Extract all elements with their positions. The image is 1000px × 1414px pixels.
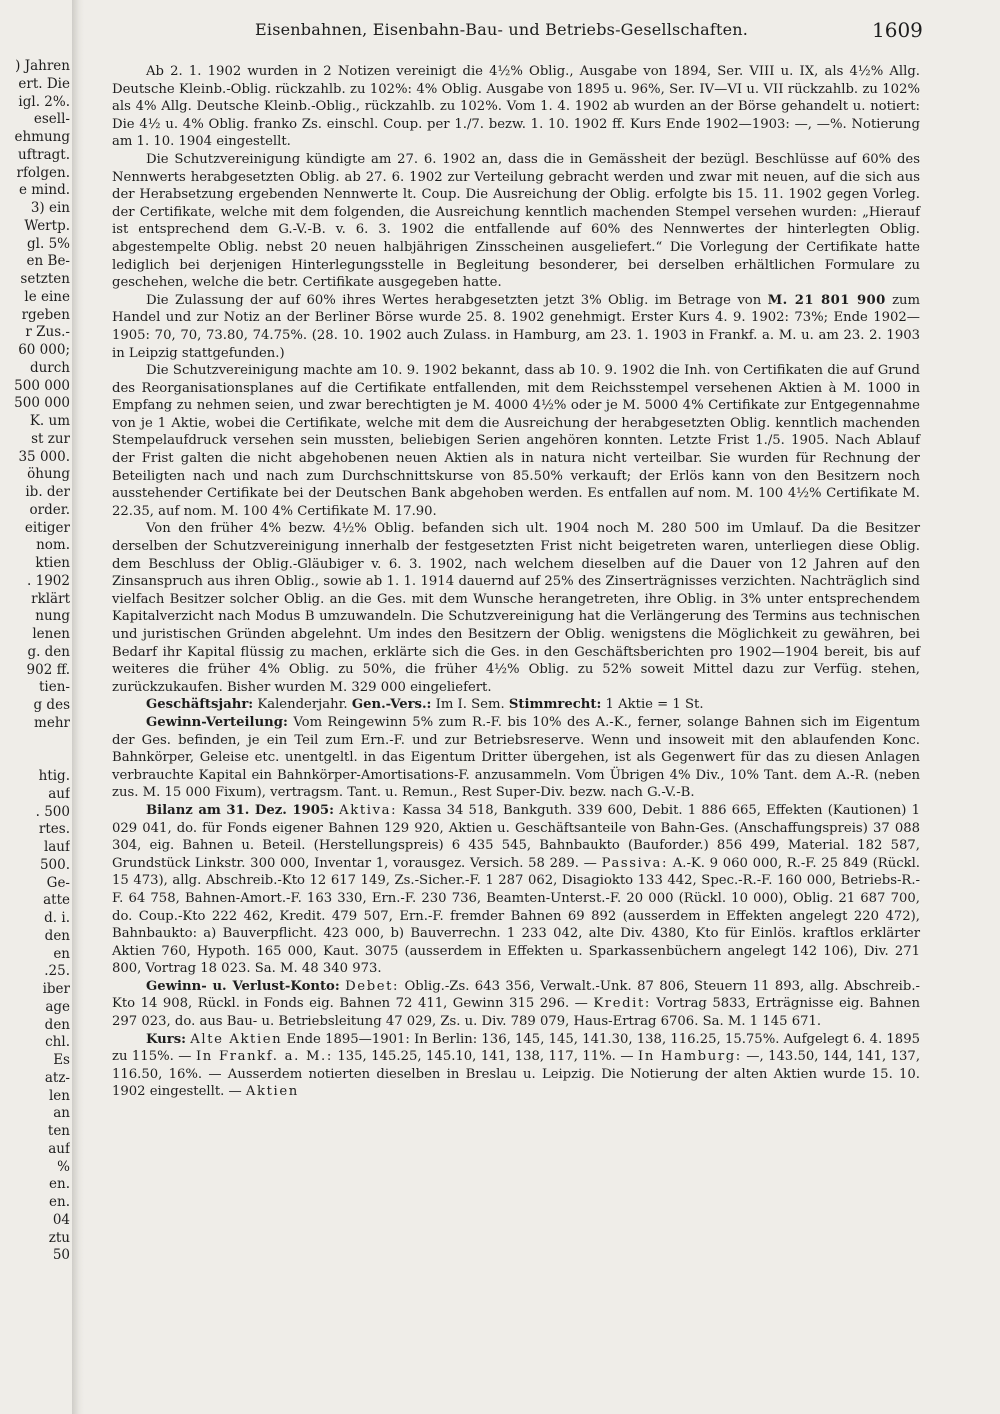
bilanz-label: Bilanz am 31. Dez. 1905: — [146, 802, 334, 818]
guv-debet-label: Debet: — [345, 978, 400, 994]
left-fragment-line: atte — [43, 892, 70, 909]
genvers-label: Gen.-Vers.: — [351, 697, 432, 713]
left-fragment-line — [0, 733, 70, 751]
left-fragment-line: nung — [35, 608, 70, 625]
kurs-label: Kurs: — [146, 1031, 187, 1047]
left-fragment-line: tien- — [39, 679, 70, 696]
left-fragment-line: 50 — [52, 1247, 70, 1264]
paragraph-bilanz — [112, 802, 920, 978]
left-fragment-line: an — [53, 1105, 70, 1122]
left-fragment-line: 04 — [52, 1211, 70, 1228]
guv-label: Gewinn- u. Verlust-Konto: — [146, 978, 340, 994]
paragraph-umlauf: Von den früher 4% bezw. 4½% Oblig. befanden sich ult. 1904 noch M. 280 500 im Umlauf. Da die Besitzer derselben der Schutzvereinigung innerhalb der festgesetzten Frist nicht beigetreten waren, unterliegen diese Oblig. dem Beschluss der Oblig.-Gläubiger v. 6. 3. 1902, nach welchem dieselben auf die Dauer von 12 Jahren auf den Zinsanspruch aus ihren Oblig., sowie ab 1. 1. 1914 dauernd auf 25% des Zinserträgnisses verzichten. Nachträglich sind vielfach Besitzer solcher Oblig. an die Ges. mit dem Wunsche herangetreten, ihre Oblig. in 3% unter entsprechendem Kapitalverzicht nach Modus B umzuwandeln. Die Schutzvereinigung hat die Verlängerung des Termins aus technischen und juristischen Gründen abgelehnt. Um indes den Besitzern der Oblig. wenigstens die Möglichkeit zu gewähren, bei Bedarf ihr Kapital flüssig zu machen, erklärte sich die Ges. in den Geschäftsberichten pro 1902—1904 bereit, bis auf weiteres die früher 4% Oblig. zu 50%, die früher 4½% Oblig. zu 52% soweit Mittel dazu zur Verfüg. stehen, zurückzukaufen. Bisher wurden M. 329 000 eingeliefert. — [112, 521, 920, 695]
zulassung-intro: Die Zulassung der auf 60% ihres Wertes herabgesetzten jetzt 3% Oblig. im Betrage von — [146, 292, 762, 308]
left-fragment-line: ib. der — [25, 484, 70, 500]
left-page-fragments — [0, 58, 70, 1265]
left-fragment-line: Ge- — [46, 874, 70, 891]
left-fragment-line: 500 000 — [14, 395, 70, 412]
left-fragment-line: en. — [49, 1194, 70, 1210]
left-fragment-line: mehr — [34, 714, 70, 731]
left-fragment-line: lauf — [43, 839, 70, 855]
kurs-frankfurt-label: In Frankf. a. M.: — [195, 1049, 333, 1065]
left-fragment-line: ert. Die — [18, 75, 70, 92]
left-fragment-line: ktien — [35, 555, 70, 571]
left-fragment-line: lenen — [32, 626, 70, 642]
stimmrecht-label: Stimmrecht: — [508, 697, 602, 713]
left-fragment-line: ten — [47, 1123, 70, 1139]
left-fragment-line: chl. — [45, 1034, 70, 1051]
left-fragment-line: rgeben — [21, 306, 70, 323]
bilanz-passiva-label: Passiva: — [601, 855, 669, 871]
bilanz-passiva-text: A.-K. 9 060 000, R.-F. 25 849 (Rückl. 15 473), allg. Abschreib.-Kto 12 617 149, Zs.-Sicher.-F. 1 287 062, Disagiokto 133 442, Spec.-R.-F. 160 000, Betriebs-R.-F. 64 758, Bahnen-Amort.-F. 163 330, Ern.-F. 230 736, Beamten-Unterst.-F. 20 000 (Rückl. 10 000), Oblig. 21 687 700, do. Coup.-Kto 222 462, Kredit. 479 507, Ern.-F. fremder Bahnen 69 892 (ausserdem in Effekten angelegt 220 472), Bahnbaukto: a) Bauverpflicht. 423 000, b) Bauverrechn. 1 233 042, alte Div. 4380, Kto für Einlös. kraftlos erklärter Aktien 760, Hypoth. 165 000, Kaut. 3075 (ausserdem in Effekten u. Sparkassenbüchern angelegt 142 106), Div. 271 800, Vortrag 18 023. Sa. M. 48 340 973. — [112, 855, 921, 977]
left-fragment-line: htig. — [38, 768, 70, 784]
article-body — [112, 63, 920, 1101]
left-fragment-line: e mind. — [18, 182, 70, 199]
kurs-alte-aktien: Alte Aktien — [190, 1031, 283, 1047]
geschaeftsjahr-text: Kalenderjahr. — [257, 697, 348, 713]
left-fragment-line: den — [44, 927, 70, 944]
left-fragment-line: 500. — [39, 856, 70, 873]
left-fragment-line: rtes. — [38, 821, 70, 838]
kurs-hamburg-label: In Hamburg: — [638, 1049, 742, 1065]
left-fragment-line: K. um — [29, 413, 70, 429]
left-fragment-line: rklärt — [31, 590, 70, 607]
paragraph-aktien-ausgabe: Die Schutzvereinigung machte am 10. 9. 1902 bekannt, dass ab 10. 9. 1902 die Inh. von Certifikaten die auf Grund des Reorganisationsplanes auf die Certifikate entfallenden, mit dem Reichsstempel versehenen Aktien à M. 1000 in Empfang zu nehmen seien, und zwar berechtigten je M. 4000 4½% oder je M. 5000 4% Certifikate zur Entgegennahme von je 1 Aktie, wobei die Certifikate, welche mit dem die Ausreichung der herabgesetzten Oblig. kenntlich machenden Stempelaufdruck versehen sein mussten, beliebigen Serien angehören konnten. Letzte Frist 1./5. 1905. Nach Ablauf der Frist galten die nicht abgehobenen neuen Aktien als in natura nicht verteilbar. Sie wurden für Rechnung der Beteiligten nach und nach zum Durchschnittskurse von 85.50% verkauft; der Erlös kann von den Besitzern noch ausstehender Certifikate bei der Deutschen Bank abgehoben werden. Es entfallen auf nom. M. 100 4½% Certifikate M. 22.35, auf nom. M. 100 4% Certifikate M. 17.90. — [112, 363, 920, 519]
guv-kredit-text: Vortrag 5833, Erträgnisse eig. Bahnen 297 023, do. aus Bau- u. Betriebsleitung 47 029, Zs. u. Div. 789 079, Haus-Ertrag 6706. Sa. M. 1 145 671. — [112, 996, 920, 1030]
left-fragment-line: 902 ff. — [26, 661, 70, 678]
left-fragment-line: 3) ein — [30, 200, 70, 216]
left-fragment-line: d. i. — [44, 910, 70, 926]
left-fragment-line: auf — [48, 785, 70, 802]
kurs-text-frankfurt: 135, 145.25, 145.10, 141, 138, 117, 11%. — — [337, 1049, 634, 1065]
guv-kredit-label: Kredit: — [593, 996, 651, 1012]
left-fragment-line: durch — [29, 359, 70, 376]
left-fragment-line: nom. — [36, 537, 70, 554]
left-fragment-line: le eine — [24, 288, 70, 305]
kurs-aktien-tail: Aktien — [245, 1084, 299, 1100]
left-fragment-line: gl. 5% — [27, 235, 70, 252]
left-fragment-line: r Zus.- — [25, 324, 70, 341]
left-fragment-line: 500 000 — [14, 377, 70, 394]
left-fragment-line: len — [48, 1087, 70, 1104]
left-fragment-line: g. den — [27, 643, 70, 660]
left-fragment-line: en Be- — [26, 253, 70, 270]
left-fragment-line: .25. — [44, 963, 70, 980]
left-fragment-line: st zur — [31, 430, 70, 447]
left-fragment-line: 60 000; — [18, 342, 70, 358]
paragraph-geschaeftsjahr — [112, 696, 920, 714]
left-fragment-line: atz- — [44, 1069, 70, 1086]
bilanz-aktiva-label: Aktiva: — [339, 802, 398, 818]
left-fragment-line: order. — [29, 501, 70, 518]
left-fragment-line: 35 000. — [18, 448, 70, 465]
gewinn-label: Gewinn-Verteilung: — [146, 714, 288, 730]
paragraph-zulassung — [112, 292, 920, 362]
left-fragment-line: en. — [49, 1176, 70, 1193]
guv-debet-text: Oblig.-Zs. 643 356, Verwalt.-Unk. 87 806, Steuern 11 893, allg. Abschreib.-Kto 14 908, Rückl. in Fonds eig. Bahnen 72 411, Gewinn 315 296. — — [112, 978, 920, 1012]
left-fragment-line: . 1902 — [27, 572, 70, 589]
left-fragment-line: öhung — [27, 466, 70, 483]
genvers-text: Im I. Sem. — [435, 697, 505, 713]
bilanz-aktiva-text: Kassa 34 518, Bankguth. 339 600, Debit. 1 886 665, Effekten (Kautionen) 1 029 041, do. für Fonds eigener Bahnen 129 920, Aktien u. Geschäftsanteile von Bahn-Ges. (Anschaffungspreis) 37 088 304, eig. Bahnen u. Beteil. (Herstellungspreis) 6 435 545, Bahnbaukto (Bauforder.) 856 499, Material. 182 587, Grundstück Linkstr. 300 000, Inventar 1, vorausgez. Versich. 58 289. — — [112, 802, 920, 871]
left-fragment-line: uftragt. — [18, 146, 70, 163]
paragraph-schutzvereinigung: Die Schutzvereinigung kündigte am 27. 6. 1902 an, dass die in Gemässheit der bezügl. Beschlüsse auf 60% des Nennwerts herabgesetzten Oblig. ab 27. 6. 1902 zur Verteilung gebracht werden und zwar mit neuen, auf die sich aus der Herabsetzung ergebenden Nennwerte lt. Coup. Die Ausreichung der Oblig. erfolgte bis 15. 11. 1902 gegen Vorleg. der Certifikate, welche mit dem folgenden, die Ausreichung kenntlich machenden Stempel versehen wurden: „Hierauf ist entsprechend dem G.-V.-B. v. 6. 3. 1902 die entfallende auf 60% des Nennwertes der hinterlegten Oblig. abgestempelte Oblig. nebst 20 neuen halbjährigen Zinsscheinen ausgeliefert.“ Die Vorlegung der Certifikate hatte lediglich bei derjenigen Hinterlegungsstelle in Begleitung besonderer, bei derselben erhältlichen Formulare zu geschehen, welche die betr. Certifikate ausgegeben hatte. — [112, 151, 920, 291]
paragraph-kurs — [112, 1031, 920, 1101]
left-fragment-line: g des — [33, 697, 70, 713]
left-fragment-line: % — [57, 1158, 70, 1175]
left-fragment-line: ) Jahren — [15, 58, 70, 74]
left-fragment-line — [0, 750, 70, 768]
left-fragment-line: iber — [42, 981, 70, 997]
running-head: Eisenbahnen, Eisenbahn-Bau- und Betriebs-Gesellschaften. — [255, 20, 749, 39]
left-fragment-line: igl. 2%. — [18, 93, 70, 110]
kurs-text-hamburg: —, 143.50, 144, 141, 137, 116.50, 16%. — Ausserdem notierten dieselben in Breslau u. Leipzig. Die Notierung der alten Aktien wurde 15. 10. 1902 eingestellt. — — [112, 1049, 921, 1100]
left-fragment-line: en — [53, 945, 70, 962]
gewinn-text: Vom Reingewinn 5% zum R.-F. bis 10% des A.-K., ferner, solange Bahnen sich im Eigentum der Ges. befinden, je ein Teil zum Ern.-F. und zur Betriebsreserve. Wenn und insoweit mit den ablaufenden Konc. Bahnkörper, Geleise etc. unentgeltl. in das Eigentum Dritter übergehen, ist als Gegenwert für das zu diesen Anlagen verbrauchte Kapital ein Bahnkörper-Amortisations-F. anzusammeln. Vom Übrigen 4% Div., 10% Tant. dem A.-R. (neben zus. M. 15 000 Fixum), vertragsm. Tant. u. Remun., Rest Super-Div. bezw. nach G.-V.-B. — [112, 714, 920, 801]
left-fragment-line: ztu — [48, 1229, 70, 1246]
zulassung-rest: zum Handel und zur Notiz an der Berliner Börse wurde 25. 8. 1902 genehmigt. Erster Kurs 4. 9. 1902: 73%; Ende 1902—1905: 70, 70, 73.80, 74.75%. (28. 10. 1902 auch Zulass. in Hamburg, am 23. 1. 1903 in Frankf. a. M. u. am 23. 2. 1903 in Leipzig stattgefunden.) — [112, 292, 921, 361]
left-fragment-line: setzten — [20, 271, 70, 287]
left-fragment-line: Wertp. — [24, 217, 70, 234]
paragraph-oblig-notizen: Ab 2. 1. 1902 wurden in 2 Notizen vereinigt die 4½% Oblig., Ausgabe von 1894, Ser. VIII u. IX, als 4½% Allg. Deutsche Kleinb.-Oblig. rückzahlb. zu 102%: 4% Oblig. Ausgabe von 1895 u. 96%, Ser. IV—VI u. VII rückzahlb. zu 102% als 4% Allg. Deutsche Kleinb.-Oblig., rückzahlb. zu 102%. Vom 1. 4. 1902 ab wurden an der Börse gehandelt u. notiert: Die 4½ u. 4% Oblig. franko Zs. einschl. Coup. per 1./7. bezw. 1. 10. 1902 ff. Kurs Ende 1902—1903: —, —%. Notierung am 1. 10. 1904 eingestellt. — [112, 64, 920, 150]
left-fragment-line: Es — [53, 1052, 70, 1068]
left-fragment-line: age — [45, 998, 70, 1015]
left-fragment-line: den — [44, 1016, 70, 1033]
gutter-shadow — [72, 0, 84, 1414]
kurs-text-berlin: Ende 1895—1901: In Berlin: 136, 145, 145, 141.30, 138, 116.25, 15.75%. Aufgelegt 6. 4. 1895 zu 115%. — — [112, 1031, 920, 1065]
geschaeftsjahr-label: Geschäftsjahr: — [146, 697, 254, 713]
page-number: 1609 — [872, 18, 923, 42]
paragraph-gewinn-verteilung — [112, 714, 920, 802]
zulassung-amount: M. 21 801 900 — [767, 292, 886, 308]
paragraph-gewinn-verlust — [112, 978, 920, 1031]
left-fragment-line: ehmung — [14, 129, 70, 145]
left-fragment-line: eitiger — [24, 519, 70, 536]
left-fragment-line: esell- — [33, 111, 70, 128]
stimmrecht-text: 1 Aktie = 1 St. — [605, 697, 704, 713]
left-fragment-line: auf — [48, 1140, 70, 1157]
left-fragment-line: rfolgen. — [16, 164, 70, 181]
left-fragment-line: . 500 — [35, 803, 70, 820]
